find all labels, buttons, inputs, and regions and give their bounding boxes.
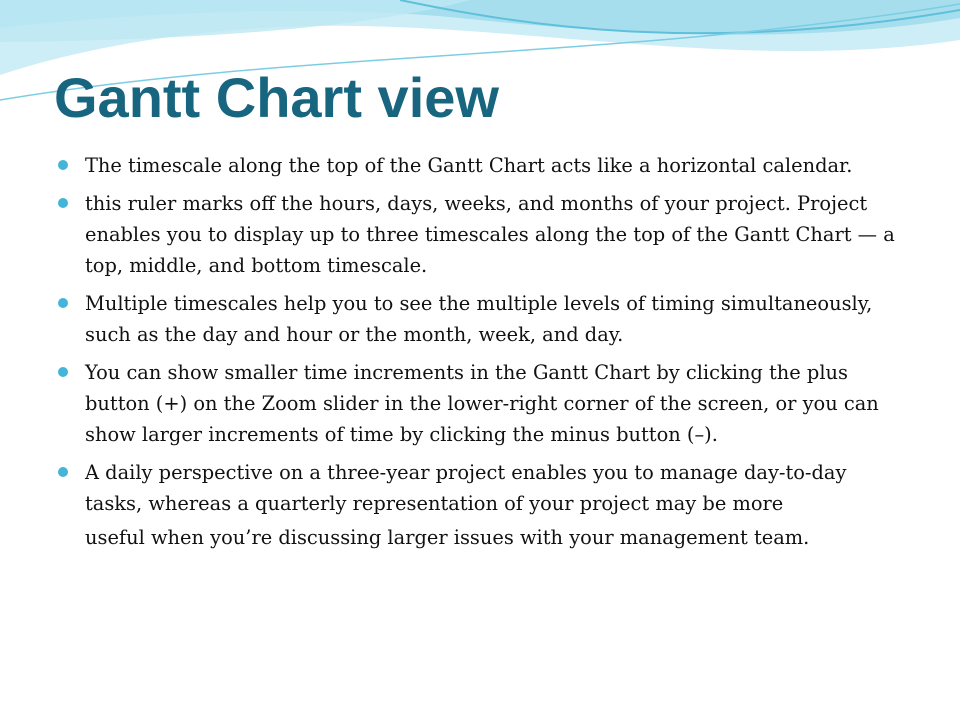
bullet-dot-icon bbox=[58, 367, 68, 377]
bullet-item bbox=[56, 288, 906, 350]
bullet-text: A daily perspective on a three-year project enables you to manage day-to-day tasks, whereas a quarterly representation of your project may be more bbox=[85, 461, 847, 515]
bullet-text: useful when you’re discussing larger issues with your management team. bbox=[85, 526, 810, 549]
bullet-continuation bbox=[56, 522, 906, 553]
bullet-dot-icon bbox=[58, 198, 68, 208]
bullet-list bbox=[56, 150, 906, 560]
bullet-dot-icon bbox=[58, 298, 68, 308]
slide-title: Gantt Chart view bbox=[54, 66, 499, 129]
bullet-dot-icon bbox=[58, 467, 68, 477]
bullet-text: You can show smaller time increments in the Gantt Chart by clicking the plus button (+) on the Zoom slider in the lower-right corner of the screen, or you can show larger increments of time by clicking the minus button (–). bbox=[85, 361, 879, 446]
bullet-item bbox=[56, 150, 906, 181]
bullet-text: The timescale along the top of the Gantt Chart acts like a horizontal calendar. bbox=[85, 154, 853, 177]
bullet-item bbox=[56, 357, 906, 450]
bullet-item bbox=[56, 188, 906, 281]
bullet-item bbox=[56, 457, 906, 519]
bullet-text: Multiple timescales help you to see the multiple levels of timing simultaneously, such as the day and hour or the month, week, and day. bbox=[85, 292, 873, 346]
bullet-text: this ruler marks off the hours, days, weeks, and months of your project. Project enables you to display up to three timescales along the top of the Gantt Chart — a top, middle, and bottom timescale. bbox=[85, 192, 895, 277]
bullet-dot-icon bbox=[58, 160, 68, 170]
